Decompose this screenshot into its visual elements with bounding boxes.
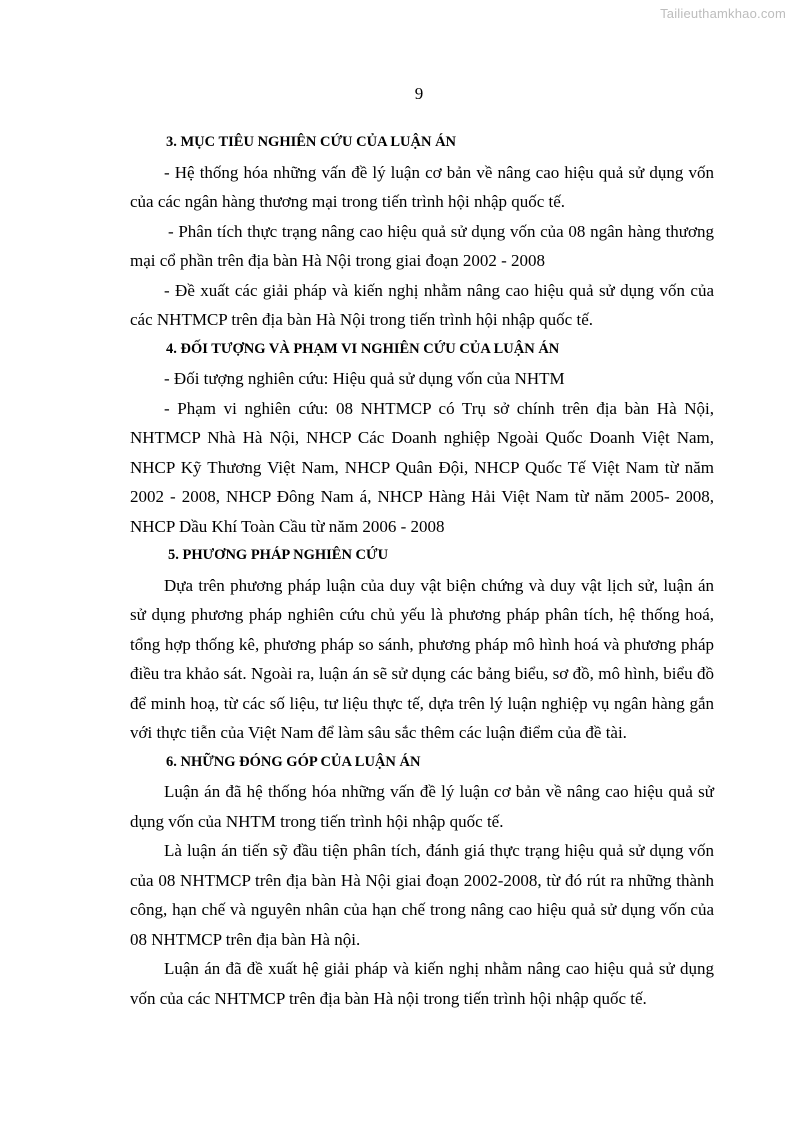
paragraph: - Đề xuất các giải pháp và kiến nghị nhằm nâng cao hiệu quả sử dụng vốn của các NHTMCP trên địa bàn Hà Nội trong tiến trình hội nhập quốc tế. — [130, 280, 714, 329]
section-heading: 4. ĐỐI TƯỢNG VÀ PHẠM VI NGHIÊN CỨU CỦA LUẬN ÁN — [166, 340, 560, 357]
section-heading: 3. MỤC TIÊU NGHIÊN CỨU CỦA LUẬN ÁN — [166, 134, 457, 150]
section-research-scope — [130, 335, 714, 542]
page-number: 9 — [414, 84, 424, 103]
document-body — [130, 128, 714, 1013]
section-heading: 6. NHỮNG ĐÓNG GÓP CỦA LUẬN ÁN — [166, 753, 421, 770]
section-heading: 5. PHƯƠNG PHÁP NGHIÊN CỨU — [168, 547, 389, 563]
section-research-objectives — [130, 128, 714, 335]
paragraph: - Hệ thống hóa những vấn đề lý luận cơ bản về nâng cao hiệu quả sử dụng vốn của các ngân hàng thương mại trong tiến trình hội nhập quốc tế. — [130, 162, 714, 211]
section-research-methods — [130, 541, 714, 748]
paragraph: - Phân tích thực trạng nâng cao hiệu quả sử dụng vốn của 08 ngân hàng thương mại cổ phần trên địa bàn Hà Nội trong giai đoạn 2002 - 2008 — [130, 221, 714, 270]
paragraph: Là luận án tiến sỹ đầu tiện phân tích, đánh giá thực trạng hiệu quả sử dụng vốn của 08 NHTMCP trên địa bàn Hà Nội giai đoạn 2002-2008, từ đó rút ra những thành công, hạn chế và nguyên nhân của hạn chế trong nâng cao hiệu quả sử dụng vốn của 08 NHTMCP trên địa bàn Hà nội. — [130, 841, 714, 949]
paragraph: - Phạm vi nghiên cứu: 08 NHTMCP có Trụ sở chính trên địa bàn Hà Nội, NHTMCP Nhà Hà Nội, NHCP Các Doanh nghiệp Ngoài Quốc Doanh Việt Nam, NHCP Kỹ Thương Việt Nam, NHCP Quân Đội, NHCP Quốc Tế Việt Nam từ năm 2002 - 2008, NHCP Đông Nam á, NHCP Hàng Hải Việt Nam từ năm 2005- 2008, NHCP Dầu Khí Toàn Cầu từ năm 2006 - 2008 — [130, 398, 714, 536]
paragraph: Luận án đã đề xuất hệ giải pháp và kiến nghị nhằm nâng cao hiệu quả sử dụng vốn của các NHTMCP trên địa bàn Hà nội trong tiến trình hội nhập quốc tế. — [130, 959, 714, 1008]
paragraph: Dựa trên phương pháp luận của duy vật biện chứng và duy vật lịch sử, luận án sử dụng phương pháp nghiên cứu chủ yếu là phương pháp phân tích, hệ thống hoá, tổng hợp thống kê, phương pháp so sánh, phương pháp mô hình hoá và phương pháp điều tra khảo sát. Ngoài ra, luận án sẽ sử dụng các bảng biểu, sơ đồ, mô hình, biểu đồ để minh hoạ, từ các số liệu, tư liệu thực tế, dựa trên lý luận nghiệp vụ ngân hàng gắn với thực tiễn của Việt Nam để làm sâu sắc thêm các luận điểm của đề tài. — [130, 575, 714, 742]
paragraph: - Đối tượng nghiên cứu: Hiệu quả sử dụng vốn của NHTM — [164, 369, 565, 388]
section-contributions — [130, 748, 714, 1014]
paragraph: Luận án đã hệ thống hóa những vấn đề lý luận cơ bản về nâng cao hiệu quả sử dụng vốn của NHTM trong tiến trình hội nhập quốc tế. — [130, 782, 714, 831]
watermark-text: Tailieuthamkhao.com — [660, 6, 786, 21]
